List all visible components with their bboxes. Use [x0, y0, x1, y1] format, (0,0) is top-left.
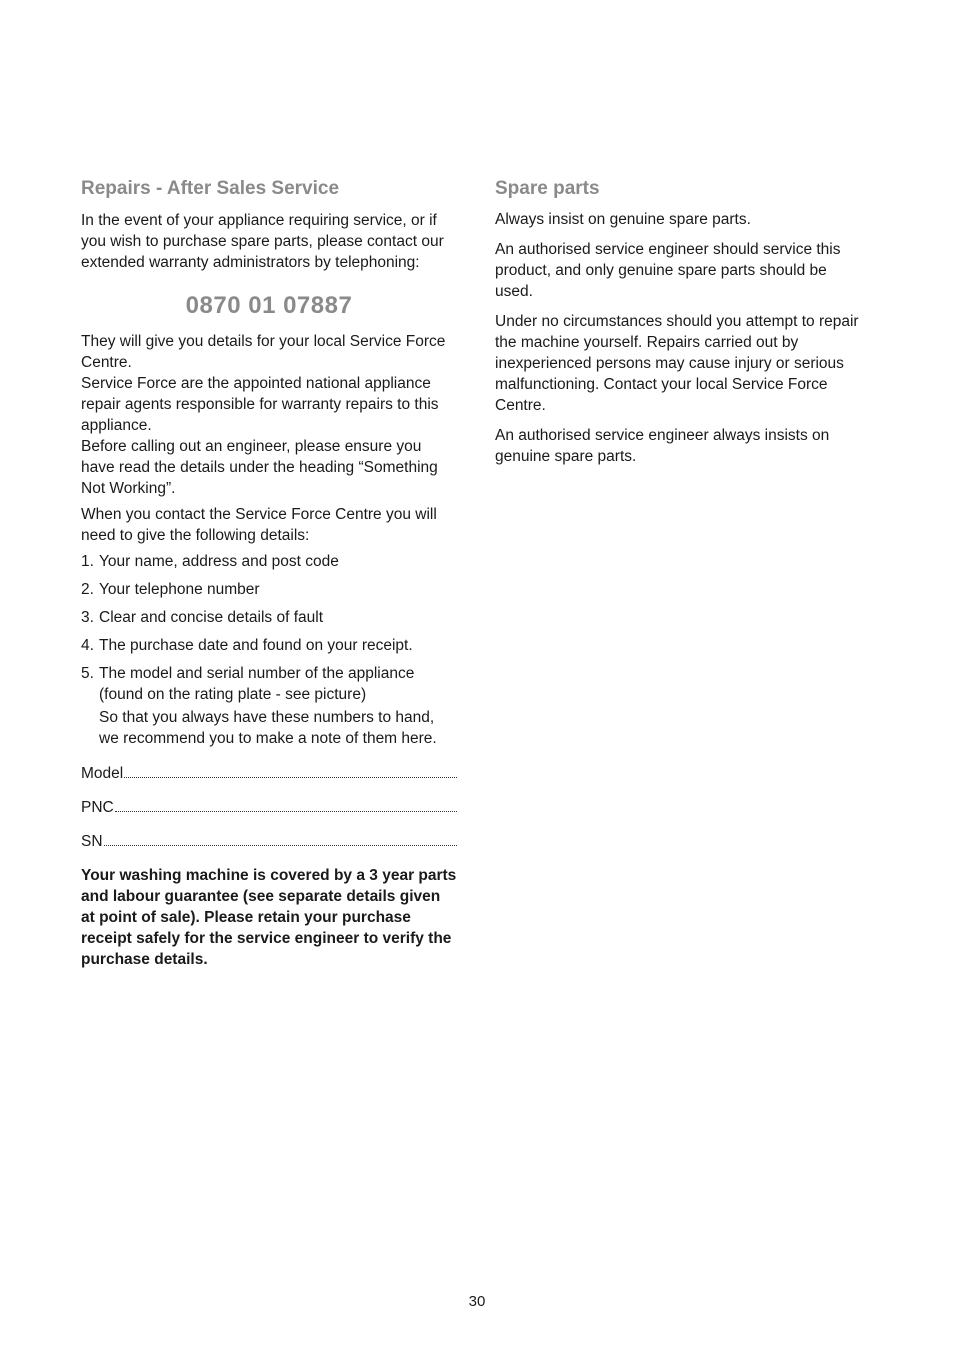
spare-parts-section [495, 176, 867, 476]
service-phone-number: 0870 01 07887 [185, 292, 353, 319]
genuine-parts-paragraph: Always insist on genuine spare parts. [495, 211, 751, 228]
required-details-list [81, 551, 457, 705]
model-dotted-line [124, 763, 457, 778]
sn-dotted-line [104, 831, 457, 846]
pnc-label: PNC [81, 799, 114, 816]
page-number: 30 [468, 1293, 486, 1310]
list-item: 4. The purchase date and found on your receipt. [81, 637, 413, 654]
repairs-intro: In the event of your appliance requiring service, or if you wish to purchase spare parts, please contact our extended warranty administrators by telephoning: [81, 212, 444, 271]
service-force-paragraph: Service Force are the appointed national appliance repair agents responsible for warranty repairs to this appliance. [81, 375, 439, 434]
model-label: Model [81, 765, 124, 782]
repairs-section [81, 176, 457, 975]
sn-label: SN [81, 833, 103, 850]
pnc-dotted-line [115, 797, 457, 812]
spare-parts-heading: Spare parts [495, 178, 600, 199]
engineer-insists-paragraph: An authorised service engineer always insists on genuine spare parts. [495, 427, 830, 465]
make-note-paragraph: So that you always have these numbers to hand, we recommend you to make a note of them here. [99, 709, 437, 747]
pnc-field[interactable] [81, 797, 457, 818]
guarantee-note: Your washing machine is covered by a 3 year parts and labour guarantee (see separate details given at point of sale). Please retain your purchase receipt safely for the service engineer to verify the purchase details. [81, 867, 457, 968]
list-item: 3. Clear and concise details of fault [81, 609, 324, 626]
list-item: 1. Your name, address and post code [81, 553, 339, 570]
no-self-repair-paragraph: Under no circumstances should you attempt to repair the machine yourself. Repairs carried out by inexperienced persons may cause injury or serious malfunctioning. Contact your local Service Force Centre. [495, 313, 859, 414]
model-field[interactable] [81, 763, 457, 784]
authorised-engineer-paragraph: An authorised service engineer should service this product, and only genuine spare parts should be used. [495, 241, 841, 300]
sn-field[interactable] [81, 831, 457, 852]
repairs-heading: Repairs - After Sales Service [81, 178, 340, 199]
before-calling-paragraph: Before calling out an engineer, please ensure you have read the details under the heading “Something Not Working”. [81, 438, 438, 497]
contact-details-paragraph: When you contact the Service Force Centre you will need to give the following details: [81, 506, 437, 544]
list-item: 5. The model and serial number of the appliance (found on the rating plate - see picture) [81, 665, 415, 703]
list-item: 2. Your telephone number [81, 581, 260, 598]
service-centre-paragraph: They will give you details for your local Service Force Centre. [81, 333, 446, 371]
